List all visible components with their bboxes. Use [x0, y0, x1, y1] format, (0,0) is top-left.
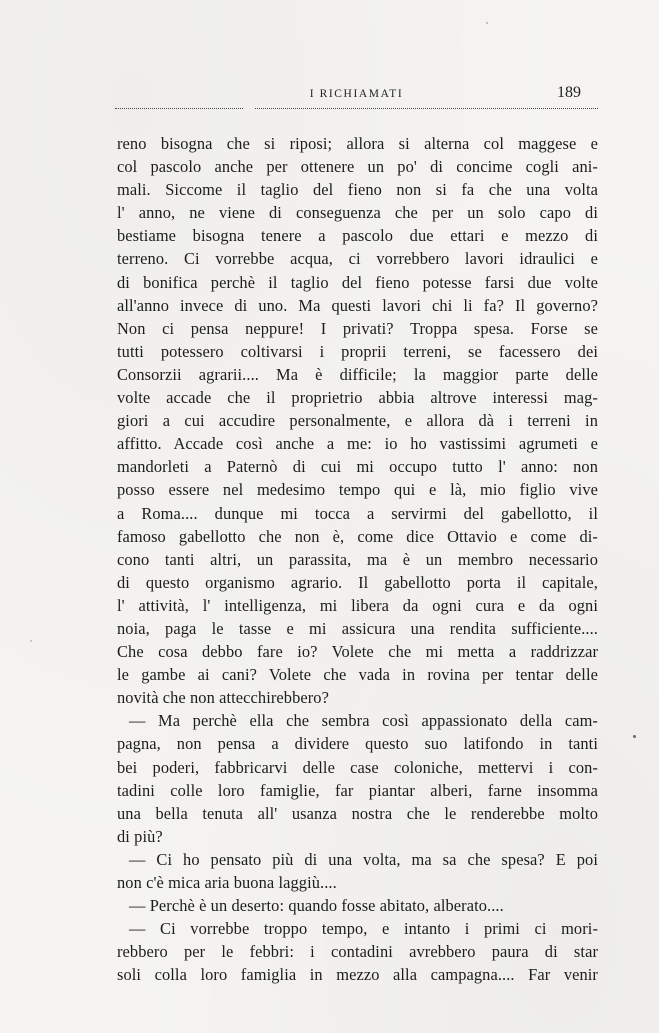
body-text: [117, 132, 598, 986]
text-line: — Ci ho pensato più di una volta, ma sa che spesa? E poi: [129, 849, 598, 869]
text-line: di più?: [117, 826, 163, 846]
text-line: reno bisogna che si riposi; allora si alterna col maggese e: [117, 134, 598, 153]
text-line: soli colla loro famiglia in mezzo alla campagna.... Far venir: [117, 965, 598, 985]
text-line: mandorleti a Paternò di cui mi occupo tutto l' anno: non: [117, 457, 598, 477]
text-line: non c'è mica aria buona laggiù....: [117, 873, 337, 892]
text-line: noia, paga le tasse e mi assicura una rendita sufficiente....: [117, 618, 598, 638]
text-line: le gambe ai cani? Volete che vada in rovina per tentar delle: [117, 665, 598, 685]
header-rule-right: [255, 108, 598, 109]
text-line: — Perchè è un deserto: quando fosse abitato, alberato....: [129, 896, 504, 916]
text-line: cono tanti altri, un parassita, ma è un membro necessario: [117, 549, 598, 569]
text-line: famoso gabellotto che non è, come dice Ottavio e come di-: [117, 526, 598, 546]
paper-speck: [486, 22, 488, 24]
header-rule-left: [115, 108, 243, 109]
text-line: terreno. Ci vorrebbe acqua, ci vorrebbero lavori idraulici e: [117, 249, 598, 269]
text-line: affitto. Accade così anche a me: io ho vastissimi agrumeti e: [117, 434, 598, 454]
text-line: tadini colle loro famiglie, far piantar alberi, farne insomma: [117, 780, 598, 800]
text-line: Non ci pensa neppure! I privati? Troppa spesa. Forse se: [117, 318, 598, 338]
text-line: novità che non attecchirebbero?: [117, 688, 329, 708]
text-line: all'anno invece di uno. Ma questi lavori chi li fa? Il governo?: [117, 295, 598, 315]
paper-speck: [633, 735, 636, 738]
text-line: bestiame bisogna tenere a pascolo due ettari e mezzo di: [117, 226, 598, 246]
text-line: Che cosa debbo fare io? Volete che mi metta a raddrizzar: [117, 642, 598, 662]
text-line: Consorzii agrarii.... Ma è difficile; la maggior parte delle: [117, 364, 598, 384]
text-line: rebbero per le febbri: i contadini avrebbero paura di star: [117, 942, 598, 962]
text-line: l' attività, l' intelligenza, mi libera da ogni cura e da ogni: [117, 595, 598, 615]
text-line: di bonifica perchè il taglio del fieno potesse farsi due volte: [117, 272, 598, 292]
text-line: posso essere nel medesimo tempo qui e là, mio figlio vive: [117, 480, 598, 500]
running-title: I RICHIAMATI: [309, 88, 404, 100]
text-line: col pascolo anche per ottenere un po' di concime cogli ani-: [117, 157, 598, 177]
text-line: — Ci vorrebbe troppo tempo, e intanto i primi ci mori-: [129, 919, 598, 939]
text-line: a Roma.... dunque mi tocca a servirmi del gabellotto, il: [117, 503, 598, 523]
text-line: bei poderi, fabbricarvi delle case coloniche, mettervi i con-: [117, 757, 598, 777]
text-line: di questo organismo agrario. Il gabellotto porta il capitale,: [117, 572, 598, 592]
text-line: mali. Siccome il taglio del fieno non si fa che una volta: [117, 180, 598, 200]
text-line: volte accade che il proprietrio abbia altrove interessi mag-: [117, 388, 598, 408]
page-number: 189: [557, 84, 581, 101]
text-line: l' anno, ne viene di conseguenza che per un solo capo di: [117, 203, 598, 223]
paper-speck: [30, 640, 32, 642]
text-line: — Ma perchè ella che sembra così appassionato della cam-: [129, 711, 598, 731]
text-line: pagna, non pensa a dividere questo suo latifondo in tanti: [117, 734, 598, 754]
text-line: tutti potessero coltivarsi i proprii terreni, se facessero dei: [117, 341, 598, 361]
text-line: una bella tenuta all' usanza nostra che le renderebbe molto: [117, 803, 598, 823]
text-line: giori a cui accudire personalmente, e allora dà i terreni in: [117, 411, 598, 431]
page-header: [115, 84, 598, 114]
